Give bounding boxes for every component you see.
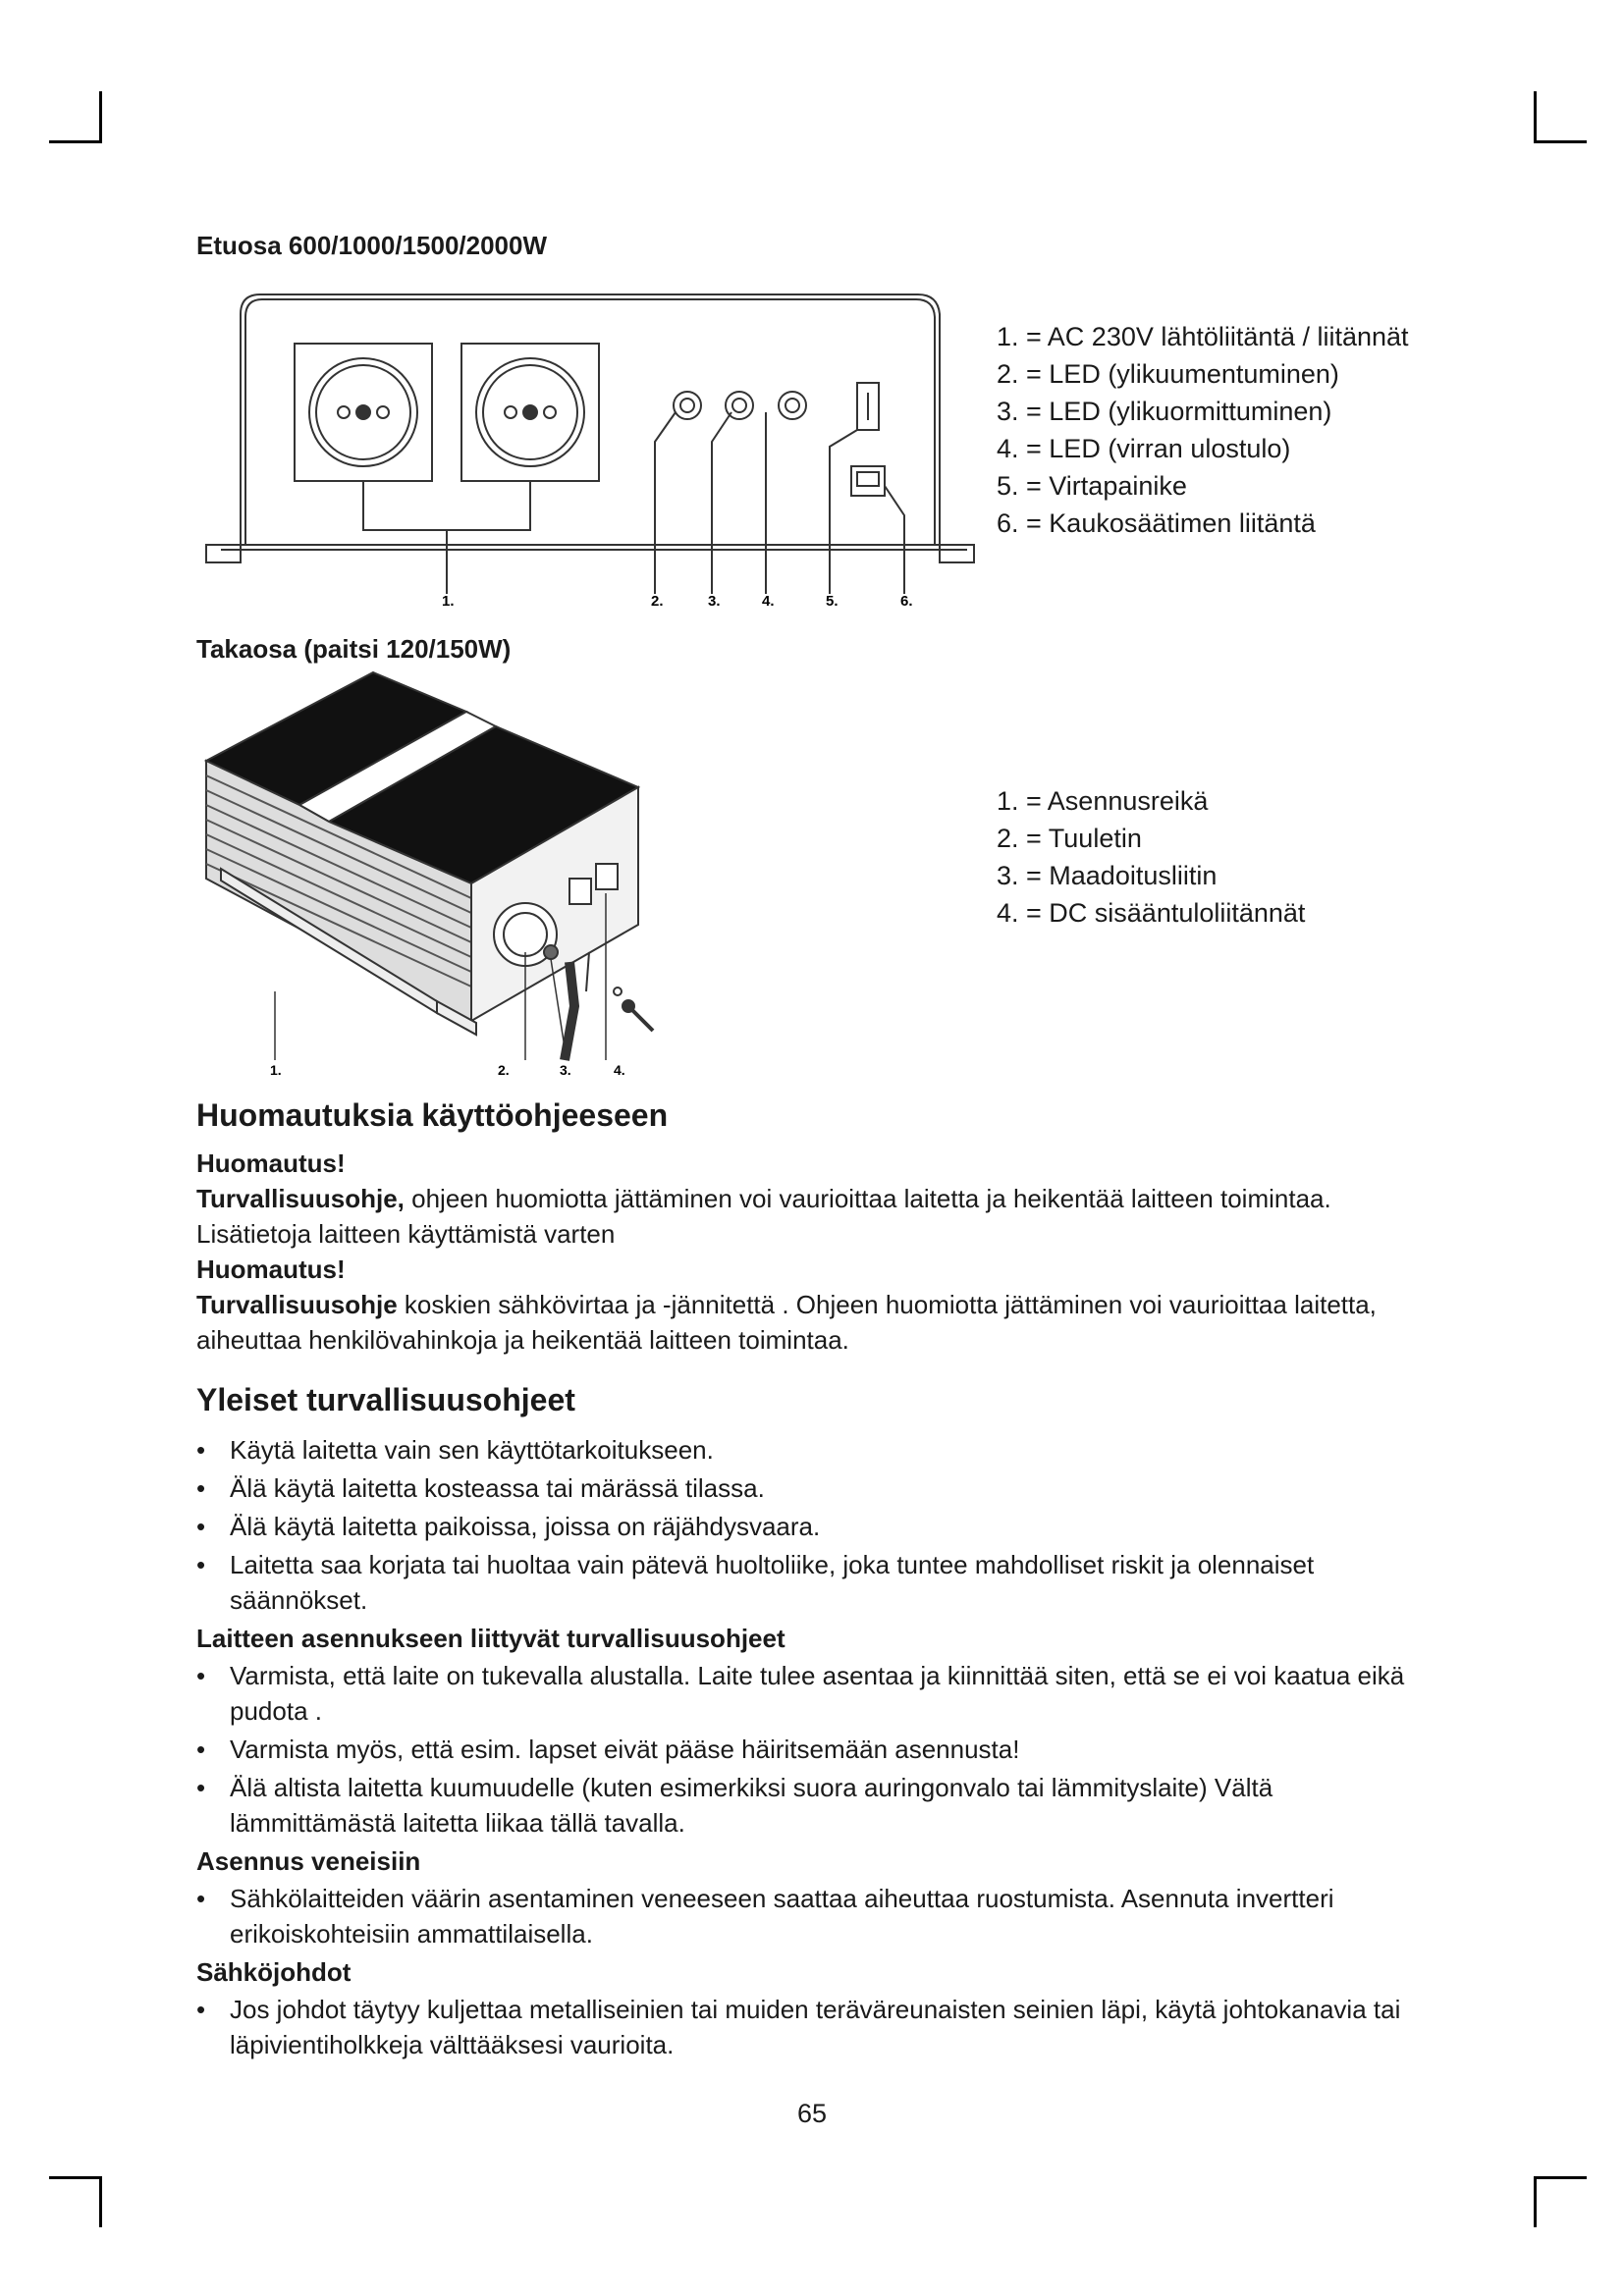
- back-legend-item: 4. = DC sisääntuloliitännät: [997, 898, 1306, 928]
- list-item: • Jos johdot täytyy kuljettaa metalliseinien tai muiden teräväreunaisten seinien läpi, käytä johtokanavia tai läpivientiholkkeja välttääksesi vaurioita.: [196, 1995, 1401, 2059]
- front-legend-item: 1. = AC 230V lähtöliitäntä / liitännät: [997, 322, 1409, 351]
- back-panel-illustration: [201, 667, 692, 1080]
- note1-label: Huomautus!: [196, 1148, 346, 1178]
- back-legend: [997, 782, 1305, 932]
- note2-text: Turvallisuusohje koskien sähkövirtaa ja -jännitettä . Ohjeen huomiotta jättäminen voi vaurioittaa laitetta, aiheuttaa henkilövahinkoja ja heikentää laitteen toimintaa.: [196, 1290, 1377, 1355]
- note1-text: Turvallisuusohje, ohjeen huomiotta jättäminen voi vaurioittaa laitetta ja heikentää laitteen toimintaa.: [196, 1184, 1331, 1213]
- front-callout-6: 6.: [900, 593, 913, 610]
- crop-mark-top-left-v: [99, 91, 102, 142]
- safety-section: [196, 1382, 1434, 2065]
- list-item: • Älä käytä laitetta kosteassa tai märässä tilassa.: [196, 1473, 765, 1503]
- crop-mark-top-right-v: [1534, 91, 1537, 142]
- install-heading: Laitteen asennukseen liittyvät turvallisuusohjeet: [196, 1624, 785, 1653]
- list-item: • Varmista myös, että esim. lapset eivät pääse häiritsemään asennusta!: [196, 1735, 1020, 1764]
- back-legend-item: 3. = Maadoitusliitin: [997, 861, 1218, 890]
- list-item: • Laitetta saa korjata tai huoltaa vain pätevä huoltoliike, joka tuntee mahdolliset riskit ja olennaiset säännökset.: [196, 1550, 1315, 1615]
- list-item: • Käytä laitetta vain sen käyttötarkoitukseen.: [196, 1435, 714, 1465]
- back-legend-item: 2. = Tuuletin: [997, 824, 1142, 853]
- back-title: Takaosa (paitsi 120/150W): [196, 634, 512, 664]
- front-callout-4: 4.: [762, 593, 775, 610]
- safety-boats-list: [196, 1881, 1434, 1951]
- front-legend-item: 3. = LED (ylikuormittuminen): [997, 397, 1332, 426]
- notes-section: [196, 1097, 1434, 1358]
- note2-label: Huomautus!: [196, 1255, 346, 1284]
- front-legend-item: 4. = LED (virran ulostulo): [997, 434, 1291, 463]
- front-panel-illustration: [201, 280, 987, 623]
- front-callout-1: 1.: [442, 593, 455, 610]
- front-callout-5: 5.: [826, 593, 839, 610]
- back-callout-3: 3.: [560, 1062, 571, 1078]
- boats-heading: Asennus veneisiin: [196, 1846, 421, 1876]
- front-title: Etuosa 600/1000/1500/2000W: [196, 231, 548, 260]
- crop-mark-bottom-right-v: [1534, 2176, 1537, 2227]
- safety-general-list: [196, 1432, 1434, 1618]
- crop-mark-bottom-right-h: [1534, 2176, 1587, 2179]
- safety-install-list: [196, 1658, 1434, 1841]
- page-number: 65: [797, 2099, 828, 2128]
- list-item: • Älä käytä laitetta paikoissa, joissa on räjähdysvaara.: [196, 1512, 821, 1541]
- crop-mark-bottom-left-h: [49, 2176, 102, 2179]
- front-callout-2: 2.: [651, 593, 664, 610]
- list-item: • Sähkölaitteiden väärin asentaminen veneeseen saattaa aiheuttaa ruostumista. Asennuta invertteri erikoiskohteisiin ammattilaisella.: [196, 1884, 1334, 1949]
- back-callout-4: 4.: [614, 1062, 625, 1078]
- note1-bold: Turvallisuusohje,: [196, 1184, 405, 1213]
- safety-heading: Yleiset turvallisuusohjeet: [196, 1382, 575, 1417]
- note1-extra: Lisätietoja laitteen käyttämistä varten: [196, 1219, 616, 1249]
- front-legend: [997, 318, 1409, 542]
- notes-heading: Huomautuksia käyttöohjeeseen: [196, 1097, 669, 1133]
- front-legend-item: 5. = Virtapainike: [997, 471, 1187, 501]
- back-callout-2: 2.: [498, 1062, 510, 1078]
- cables-heading: Sähköjohdot: [196, 1957, 352, 1987]
- list-item: • Älä altista laitetta kuumuudelle (kuten esimerkiksi suora auringonvalo tai lämmityslaite) Vältä lämmittämästä laitetta liikaa tällä tavalla.: [196, 1773, 1273, 1838]
- front-legend-item: 2. = LED (ylikuumentuminen): [997, 359, 1339, 389]
- back-callout-1: 1.: [270, 1062, 282, 1078]
- back-legend-item: 1. = Asennusreikä: [997, 786, 1209, 816]
- crop-mark-top-left-h: [49, 140, 102, 143]
- crop-mark-top-right-h: [1534, 140, 1587, 143]
- front-callout-3: 3.: [708, 593, 721, 610]
- crop-mark-bottom-left-v: [99, 2176, 102, 2227]
- list-item: • Varmista, että laite on tukevalla alustalla. Laite tulee asentaa ja kiinnittää siten, että se ei voi kaatua eikä pudota .: [196, 1661, 1405, 1726]
- note2-bold: Turvallisuusohje: [196, 1290, 398, 1319]
- safety-cables-list: [196, 1992, 1434, 2062]
- front-legend-item: 6. = Kaukosäätimen liitäntä: [997, 508, 1316, 538]
